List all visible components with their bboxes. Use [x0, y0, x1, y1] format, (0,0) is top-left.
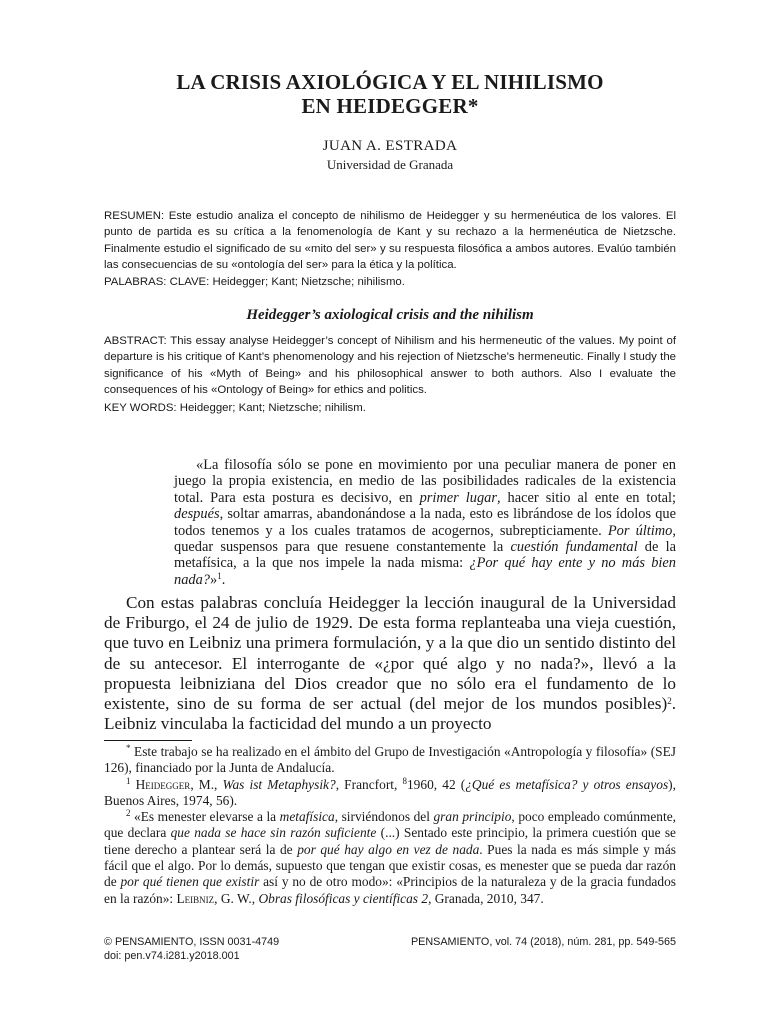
quote-emphasis: después: [174, 506, 220, 523]
footnote-ref-2[interactable]: 2: [667, 696, 672, 707]
footnote-mark: *: [126, 743, 131, 753]
epigraph-quote: [174, 457, 676, 588]
footnote-text: , sirviéndonos del: [334, 809, 434, 825]
quote-text: .: [221, 571, 226, 588]
keywords-english: KEY WORDS: Heidegger; Kant; Nietzsche; nihilism.: [104, 402, 366, 414]
footnote-title: ¿Qué es metafísica? y otros ensayos: [465, 776, 669, 792]
footnote-emphasis: gran principio: [433, 809, 512, 825]
author-name: JUAN A. ESTRADA: [322, 138, 458, 154]
footer-doi: doi: pen.v74.i281.y2018.001: [104, 950, 240, 962]
footnote-text: 1960, 42 (: [406, 776, 466, 792]
footnote-emphasis: metafísica: [279, 809, 335, 825]
body-paragraph-text: [104, 593, 676, 734]
footnotes: [104, 744, 676, 907]
body-text: . Leibniz vinculaba la facticidad del mundo a un proyecto: [104, 694, 676, 734]
quote-emphasis: cuestión fundamental: [510, 539, 638, 556]
body-paragraph: [104, 593, 676, 734]
footnote-emphasis: por qué hay algo en vez de nada: [297, 841, 480, 857]
quote-text: »: [209, 571, 218, 588]
footnote-star: [104, 744, 676, 777]
abstract-spanish: RESUMEN: Este estudio analiza el concepto de nihilismo de Heidegger y su hermenéutica de los valores. El punto de partida es su crítica a la fenomenología de Kant y su rechazo a la hermenéutica de Nietzsche. Finalmente estudio el significado de su «mito del ser» y su respuesta filosófica a ambos autores. Evalúo también las consecuencias de su «ontología del ser» para la ética y la política.: [104, 210, 676, 271]
footer-copyright: © PENSAMIENTO, ISSN 0031-4749: [104, 936, 280, 948]
quote-emphasis: Por último: [607, 522, 673, 539]
footnote-separator: [104, 740, 192, 741]
title-line-1: LA CRISIS AXIOLÓGICA Y EL NIHILISMO: [176, 70, 604, 94]
footnote-text: , G. W.,: [214, 890, 259, 906]
footnote-text: , Francfort,: [335, 776, 403, 792]
footnote-mark: 2: [126, 808, 131, 819]
quote-emphasis: ¿Por qué hay ente y no más bien nada?: [174, 555, 676, 588]
english-title: Heidegger’s axiological crisis and the nihilism: [246, 307, 534, 323]
footnote-text: «Es menester elevarse a la: [134, 809, 280, 825]
quote-text: , hacer sitio al ente en total;: [496, 489, 676, 506]
footnote-text: (...) Sentado este principio, la primera cuestión que se tiene derecho a plantear será la de: [104, 825, 677, 857]
footnote-text: , poco empleado comúnmente, que declara: [104, 809, 676, 841]
footnote-text: , Granada, 2010, 347.: [428, 890, 544, 906]
article-title: [104, 70, 676, 118]
quote-text: «La filosofía sólo se pone en movimiento por una peculiar manera de poner en juego la propia existencia, en medio de las posibilidades radicales de la existencia total. Para esta postura es decisivo, en: [174, 457, 676, 506]
title-line-2: EN HEIDEGGER*: [301, 94, 479, 118]
body-text: Con estas palabras concluía Heidegger la lección inaugural de la Universidad de Friburgo, el 24 de julio de 1929. De esta forma replanteaba una vieja cuestión, que tuvo en Leibniz una primera formulación, y a la que dio un sentido distinto del de su antecesor. El interrogante de «¿por qué algo y no nada?», llevó a la propuesta leibniziana del Dios creador que no sólo era el fundamento de lo existente, sino de su forma de ser actual (del mejor de los mundos posibles): [104, 593, 676, 714]
abstract-english: ABSTRACT: This essay analyse Heidegger’s concept of Nihilism and his hermeneutic of the values. My point of departure is his critique of Kant’s phenomenology and his rejection of Nietzsche’s hermeneutic. Finally I study the significance of his «Myth of Being» and his philosophical answer to both authors. Also I evaluate the consequences of his «Ontology of Being» for ethics and politics.: [104, 335, 676, 396]
footnote-ref-1[interactable]: 1: [217, 570, 222, 581]
quote-text: , soltar amarras, abandonándose a la nada, esto es librándose de los ídolos que todos tenemos y a los cuales tratamos de acogernos, subrepticiamente.: [174, 506, 676, 539]
footnote-1: [104, 777, 676, 810]
footnote-2: [104, 809, 676, 907]
footnote-text: . Pues la nada es más simple y más fácil que el algo. Por lo demás, supuesto que tengan que existir cosas, es menester que se pueda dar razón de: [104, 841, 676, 890]
footnote-text: , M.,: [190, 776, 223, 792]
quote-paragraph: [174, 457, 676, 588]
footnote-title: Obras filosóficas y científicas 2: [258, 890, 429, 906]
footnote-mark: 1: [126, 775, 131, 786]
footnote-emphasis: que nada se hace sin razón suficiente: [170, 825, 377, 841]
footer-citation: PENSAMIENTO, vol. 74 (2018), núm. 281, pp. 549-565: [410, 936, 676, 948]
footnote-text: Este trabajo se ha realizado en el ámbito del Grupo de Investigación «Antropología y filosofía» (SEJ 126), financiado por la Junta de Andalucía.: [104, 744, 676, 776]
footnote-author: Heidegger: [135, 776, 191, 792]
footer-left: [104, 935, 279, 963]
edition-number: 8: [402, 775, 407, 786]
quote-text: , quedar suspensos para que resuene constantemente la: [174, 522, 676, 556]
quote-emphasis: primer lugar: [419, 489, 497, 506]
quote-text: de la metafísica, a la que nos impele la nada misma:: [174, 539, 676, 572]
footnote-text: así y no de otro modo»: «Principios de la naturaleza y de la gracia fundados en la razón»:: [104, 874, 676, 906]
footnote-emphasis: por qué tienen que existir: [120, 874, 260, 890]
footnote-text: ), Buenos Aires, 1974, 56).: [104, 776, 676, 808]
author-affiliation: Universidad de Granada: [326, 157, 454, 172]
footnote-title: Was ist Metaphysik?: [222, 776, 336, 792]
keywords-spanish: PALABRAS: CLAVE: Heidegger; Kant; Nietzsche; nihilismo.: [104, 276, 405, 288]
footnote-author: Leibniz: [176, 890, 215, 906]
